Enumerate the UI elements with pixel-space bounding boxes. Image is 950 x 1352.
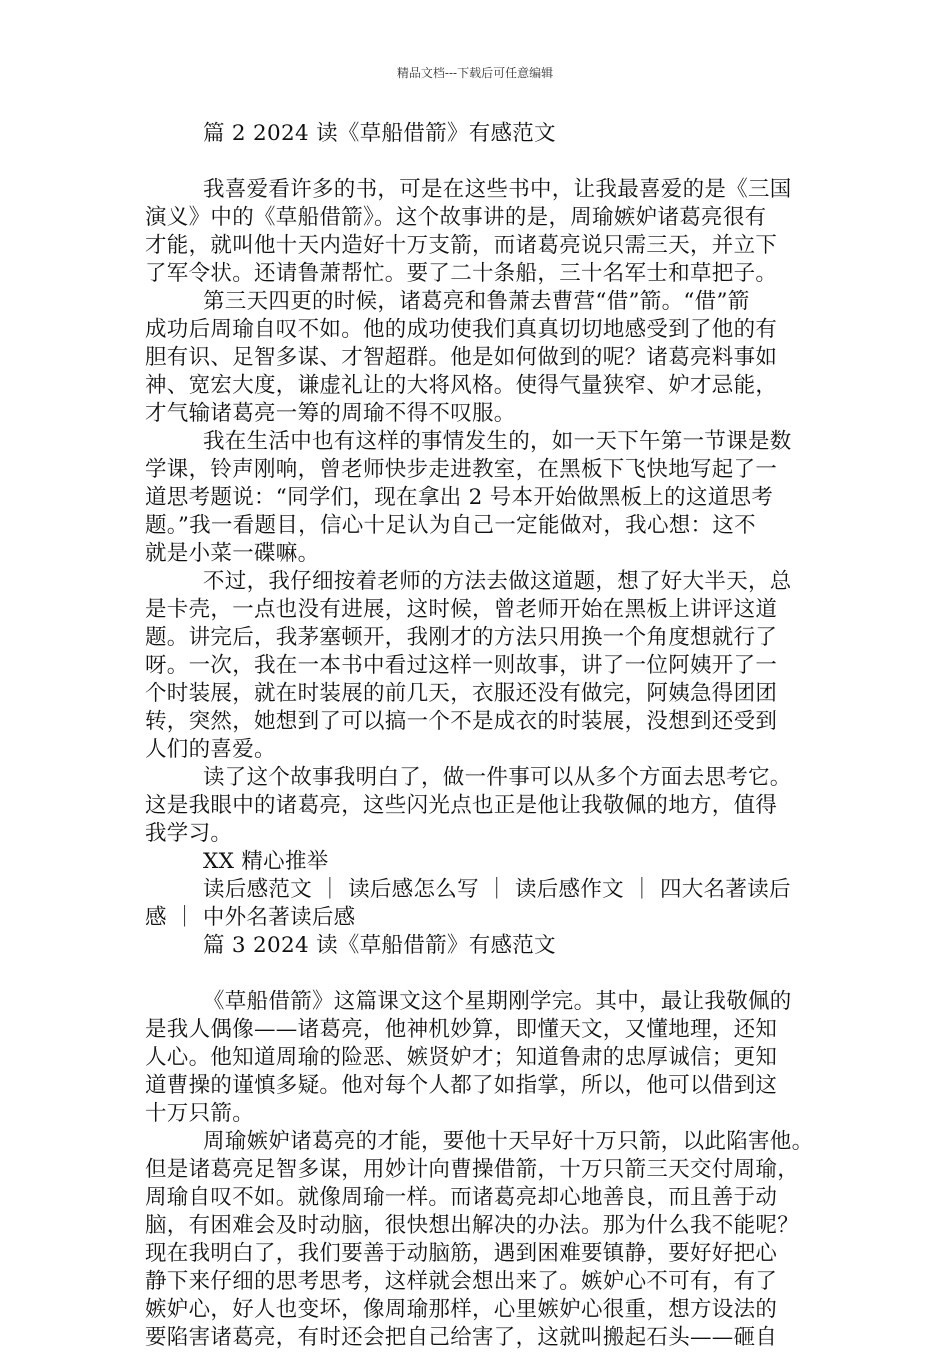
text-line: 脑，有困难会及时动脑，很快想出解决的办法。那为什么我不能呢？ [145,1213,800,1238]
text-line: 转，突然，她想到了可以搞一个不是成衣的时装展，没想到还受到 [145,709,778,734]
text-line: 才能，就叫他十天内造好十万支箭，而诸葛亮说只需三天，并立下 [145,233,778,258]
text-line: 我喜爱看许多的书，可是在这些书中，让我最喜爱的是《三国 [203,177,792,202]
text-line: 演义》中的《草船借箭》。这个故事讲的是，周瑜嫉妒诸葛亮很有 [145,205,767,230]
text-line: 篇 2 2024 读《草船借箭》有感范文 [203,121,556,146]
text-line: 我在生活中也有这样的事情发生的，如一天下午第一节课是数 [203,429,792,454]
text-line: 读了这个故事我明白了，做一件事可以从多个方面去思考它。 [203,765,792,790]
text-line: XX 精心推举 [203,849,329,874]
text-line: 题。”我一看题目，信心十足认为自己一定能做对，我心想：这不 [145,513,756,538]
text-line: 感 ｜ 中外名著读后感 [145,905,356,930]
text-line: 要陷害诸葛亮，有时还会把自己给害了，这就叫搬起石头——砸自 [145,1325,778,1350]
text-line: 就是小菜一碟嘛。 [145,541,320,566]
text-line: 篇 3 2024 读《草船借箭》有感范文 [203,933,556,958]
text-line: 道曹操的谨慎多疑。他对每个人都了如指掌，所以，他可以借到这 [145,1073,778,1098]
text-line: 周瑜嫉妒诸葛亮的才能，要他十天早好十万只箭，以此陷害他。 [203,1129,814,1154]
text-line: 现在我明白了，我们要善于动脑筋，遇到困难要镇静，要好好把心 [145,1241,778,1266]
text-line: 了军令状。还请鲁萧帮忙。要了二十条船，三十名军士和草把子。 [145,261,778,286]
text-line: 呀。一次，我在一本书中看过这样一则故事，讲了一位阿姨开了一 [145,653,778,678]
text-line: 神、宽宏大度，谦虚礼让的大将风格。使得气量狭窄、妒才忌能， [145,373,778,398]
text-line: 但是诸葛亮足智多谋，用妙计向曹操借箭，十万只箭三天交付周瑜， [145,1157,800,1182]
text-line: 周瑜自叹不如。就像周瑜一样。而诸葛亮却心地善良，而且善于动 [145,1185,778,1210]
text-line: 静下来仔细的思考思考，这样就会想出来了。嫉妒心不可有，有了 [145,1269,778,1294]
page-header: 精品文档---下载后可任意编辑 [396,66,554,80]
text-line: 《草船借箭》这篇课文这个星期刚学完。其中，最让我敬佩的 [203,989,792,1014]
text-line: 第三天四更的时候，诸葛亮和鲁萧去曹营“借”箭。“借”箭 [203,289,750,314]
text-line: 个时装展，就在时装展的前几天，衣服还没有做完，阿姨急得团团 [145,681,778,706]
text-line: 人们的喜爱。 [145,737,276,762]
text-line: 我学习。 [145,821,233,846]
text-line: 读后感范文 ｜ 读后感怎么写 ｜ 读后感作文 ｜ 四大名著读后 [203,877,791,902]
text-line: 嫉妒心，好人也变坏，像周瑜那样，心里嫉妒心很重，想方设法的 [145,1297,778,1322]
blank-line [145,960,807,988]
text-line: 这是我眼中的诸葛亮，这些闪光点也正是他让我敬佩的地方，值得 [145,793,778,818]
text-line: 胆有识、足智多谋、才智超群。他是如何做到的呢？诸葛亮料事如 [145,345,778,370]
document-body [145,120,814,1352]
text-line: 题。讲完后，我茅塞顿开，我刚才的方法只用换一个角度想就行了 [145,625,778,650]
text-line: 不过，我仔细按着老师的方法去做这道题，想了好大半天，总 [203,569,792,594]
text-line: 人心。他知道周瑜的险恶、嫉贤妒才；知道鲁肃的忠厚诚信；更知 [145,1045,778,1070]
text-line: 学课，铃声刚响，曾老师快步走进教室，在黑板下飞快地写起了一 [145,457,778,482]
text-line: 是我人偶像——诸葛亮，他神机妙算，即懂天文，又懂地理，还知 [145,1017,778,1042]
text-line: 才气输诸葛亮一筹的周瑜不得不叹服。 [145,401,516,426]
text-line: 成功后周瑜自叹不如。他的成功使我们真真切切地感受到了他的有 [145,317,778,342]
text-line: 是卡壳，一点也没有进展，这时候，曾老师开始在黑板上讲评这道 [145,597,778,622]
blank-line [145,148,807,176]
text-line: 十万只箭。 [145,1101,255,1126]
text-line: 道思考题说：“同学们，现在拿出 2 号本开始做黑板上的这道思考 [145,485,774,510]
